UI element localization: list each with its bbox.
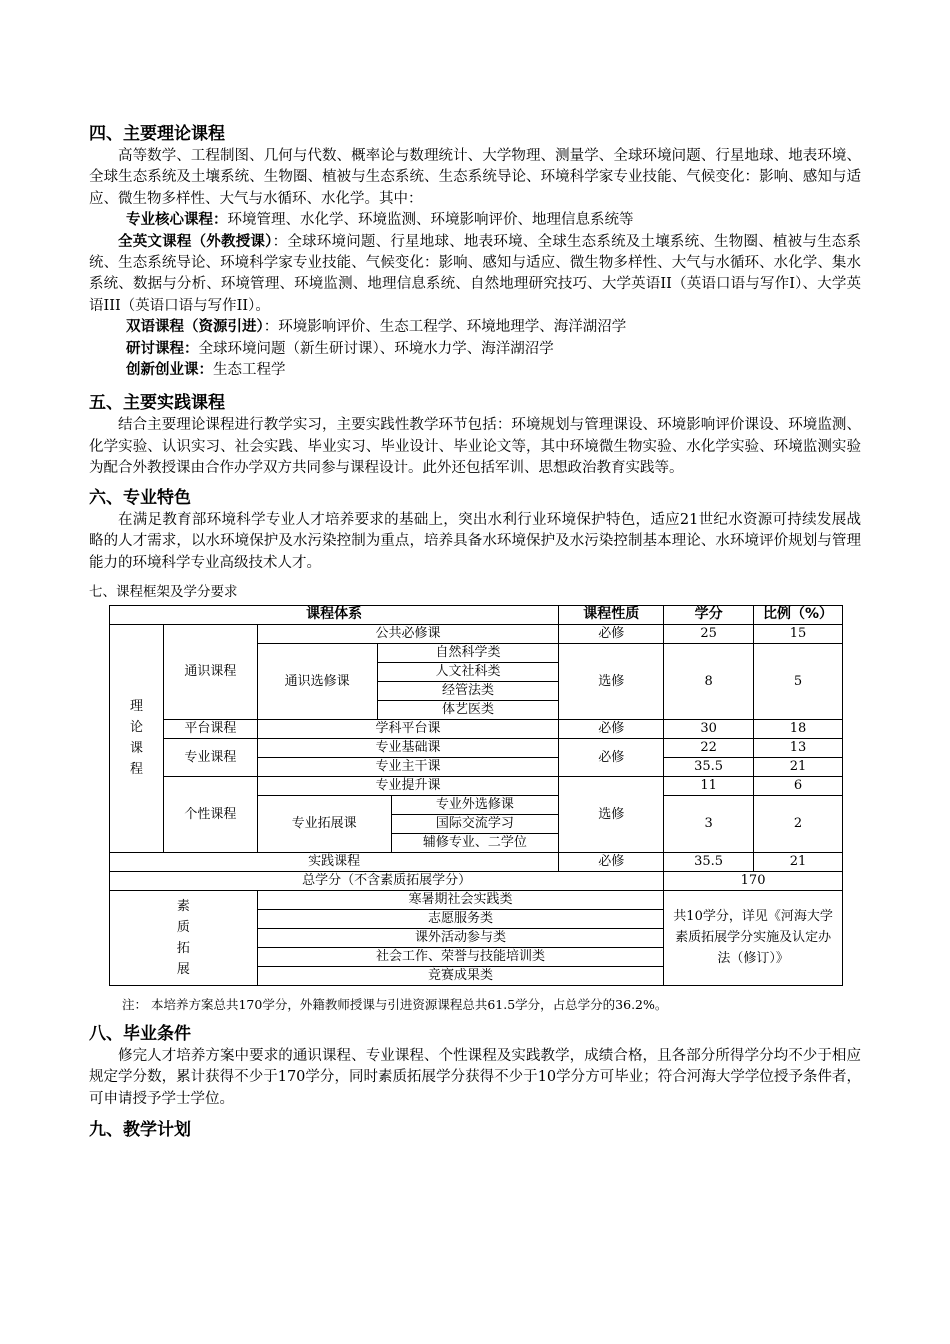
- up-credit-cell: 11: [664, 776, 754, 795]
- expand-item-cell: 辅修专业、二学位: [391, 833, 559, 852]
- table-header-row: [110, 605, 843, 624]
- table-row: [110, 624, 843, 643]
- general-elective-cell: 通识选修课: [257, 643, 377, 719]
- major-basic-cell: 专业基础课: [257, 738, 559, 757]
- theory-group-cell: [110, 624, 164, 852]
- public-ratio-cell: 15: [754, 624, 843, 643]
- ge-type-cell: 选修: [559, 643, 664, 719]
- quality-item-cell: 竞赛成果类: [257, 966, 663, 985]
- table-note: 注： 本培养方案总共170学分，外籍教师授课与引进资源课程总共61.5学分，占总学分的36.2%。: [122, 996, 668, 1012]
- ge-item-cell: 经管法类: [377, 681, 559, 700]
- platform-type-cell: 必修: [559, 719, 664, 738]
- header-course-system: 课程体系: [110, 605, 559, 624]
- up-ratio-cell: 6: [754, 776, 843, 795]
- practice-type-cell: 必修: [559, 852, 664, 871]
- table-row: [110, 871, 843, 890]
- quality-group-cell: [110, 890, 258, 985]
- major-main-cell: 专业主干课: [257, 757, 559, 776]
- seminar-courses-line: 研讨课程：全球环境问题（新生研讨课）、环境水力学、海洋湖沼学: [126, 340, 554, 357]
- ge-credit-cell: 8: [664, 643, 754, 719]
- section-4-paragraph: 高等数学、工程制图、几何与代数、概率论与数理统计、大学物理、测量学、全球环境问题、行星地球、地表环境、全球生态系统及土壤系统、生物圈、植被与生态系统、生态系统导论、环境科学家专业技能、气候变化：影响、感知与适应、微生物多样性、大气与水循环、水化学。其中：: [89, 148, 861, 207]
- major-type-cell: 必修: [559, 738, 664, 776]
- section-6-paragraph: 在满足教育部环境科学专业人才培养要求的基础上，突出水利行业环境保护特色，适应21世纪水资源可持续发展战略的人才需求，以水环境保护及水污染控制为重点，培养具备水环境保护及水污染控制基本理论、水环境评价规划与管理能力的环境科学专业高级技术人才。: [89, 511, 861, 571]
- section-4-title: 四、主要理论课程: [89, 124, 225, 144]
- public-required-cell: 公共必修课: [257, 624, 559, 643]
- quality-item-cell: 志愿服务类: [257, 909, 663, 928]
- major-expand-cell: 专业拓展课: [257, 795, 391, 852]
- table-row: [110, 719, 843, 738]
- ge-item-cell: 自然科学类: [377, 643, 559, 662]
- header-credit: 学分: [664, 605, 754, 624]
- public-type-cell: 必修: [559, 624, 664, 643]
- personal-type-cell: 选修: [559, 776, 664, 852]
- section-7-title: 七、课程框架及学分要求: [89, 583, 238, 600]
- platform-ratio-cell: 18: [754, 719, 843, 738]
- ge-item-cell: 体艺医类: [377, 700, 559, 719]
- table-row: [110, 776, 843, 795]
- quality-note-cell: [664, 890, 843, 985]
- ge-item-cell: 人文社科类: [377, 662, 559, 681]
- expand-item-cell: 国际交流学习: [391, 814, 559, 833]
- section-6-title: 六、专业特色: [89, 487, 191, 508]
- basic-credit-cell: 22: [664, 738, 754, 757]
- quality-item-cell: 课外活动参与类: [257, 928, 663, 947]
- practice-credit-cell: 35.5: [664, 852, 754, 871]
- quality-item-cell: 社会工作、荣誉与技能培训类: [257, 947, 663, 966]
- platform-sub-cell: 学科平台课: [257, 719, 559, 738]
- innovation-courses-line: 创新创业课：生态工程学: [126, 362, 286, 379]
- table-row: [110, 852, 843, 871]
- total-label-cell: 总学分（不含素质拓展学分）: [110, 871, 664, 890]
- expand-item-cell: 专业外选修课: [391, 795, 559, 814]
- total-value-cell: 170: [664, 871, 843, 890]
- section-9-title: 九、教学计划: [89, 1120, 191, 1141]
- platform-cell: 平台课程: [163, 719, 257, 738]
- quality-item-cell: 寒暑期社会实践类: [257, 890, 663, 909]
- expand-credit-cell: 3: [664, 795, 754, 852]
- basic-ratio-cell: 13: [754, 738, 843, 757]
- main-ratio-cell: 21: [754, 757, 843, 776]
- platform-credit-cell: 30: [664, 719, 754, 738]
- table-row: [110, 738, 843, 757]
- header-course-type: 课程性质: [559, 605, 664, 624]
- core-courses-line: 专业核心课程：环境管理、水化学、环境监测、环境影响评价、地理信息系统等: [126, 212, 634, 229]
- section-8-title: 八、毕业条件: [89, 1023, 191, 1044]
- credit-table: [109, 605, 843, 986]
- theory-group-label: 理论课程: [129, 699, 143, 778]
- general-course-cell: 通识课程: [163, 624, 257, 719]
- section-8-paragraph: 修完人才培养方案中要求的通识课程、专业课程、个性课程及实践教学，成绩合格，且各部分所得学分均不少于相应规定学分数，累计获得不少于170学分，同时素质拓展学分获得不少于10学分方可毕业；符合河海大学学位授予条件者，可申请授予学士学位。: [89, 1047, 861, 1107]
- public-credit-cell: 25: [664, 624, 754, 643]
- quality-group-label: 素质拓展: [176, 898, 190, 977]
- section-4-body: [89, 146, 861, 381]
- practice-ratio-cell: 21: [754, 852, 843, 871]
- expand-ratio-cell: 2: [754, 795, 843, 852]
- main-credit-cell: 35.5: [664, 757, 754, 776]
- english-courses-line: 全英文课程（外教授课）：全球环境问题、行星地球、地表环境、全球生态系统及土壤系统、生物圈、植被与生态系统、生态系统导论、环境科学家专业技能、气候变化：影响、感知与适应、微生物多样性、大气与水循环、水化学、集水系统、数据与分析、环境管理、环境监测、地理信息系统、自然地理研究技巧、大学英语II（英语口语与写作I）、大学英语III（英语口语与写作II）。: [89, 233, 862, 314]
- ge-ratio-cell: 5: [754, 643, 843, 719]
- major-up-cell: 专业提升课: [257, 776, 559, 795]
- table-row: [110, 890, 843, 909]
- personal-cell: 个性课程: [163, 776, 257, 852]
- practice-cell: 实践课程: [110, 852, 559, 871]
- quality-note: 共10学分，详见《河海大学素质拓展学分实施及认定办法（修订）》: [673, 909, 833, 967]
- header-ratio: 比例（%）: [754, 605, 843, 624]
- section-5-title: 五、主要实践课程: [89, 393, 225, 414]
- section-5-paragraph: 结合主要理论课程进行教学实习，主要实践性教学环节包括：环境规划与管理课设、环境影响评价课设、环境监测、化学实验、认识实习、社会实践、毕业实习、毕业设计、毕业论文等，其中环境微生物实验、水化学实验、环境监测实验为配合外教授课由合作办学双方共同参与课程设计。此外还包括军训、思想政治教育实践等。: [89, 417, 861, 477]
- major-cell: 专业课程: [163, 738, 257, 776]
- document-content: [89, 122, 861, 1142]
- bilingual-courses-line: 双语课程（资源引进）：环境影响评价、生态工程学、环境地理学、海洋湖沼学: [126, 319, 627, 336]
